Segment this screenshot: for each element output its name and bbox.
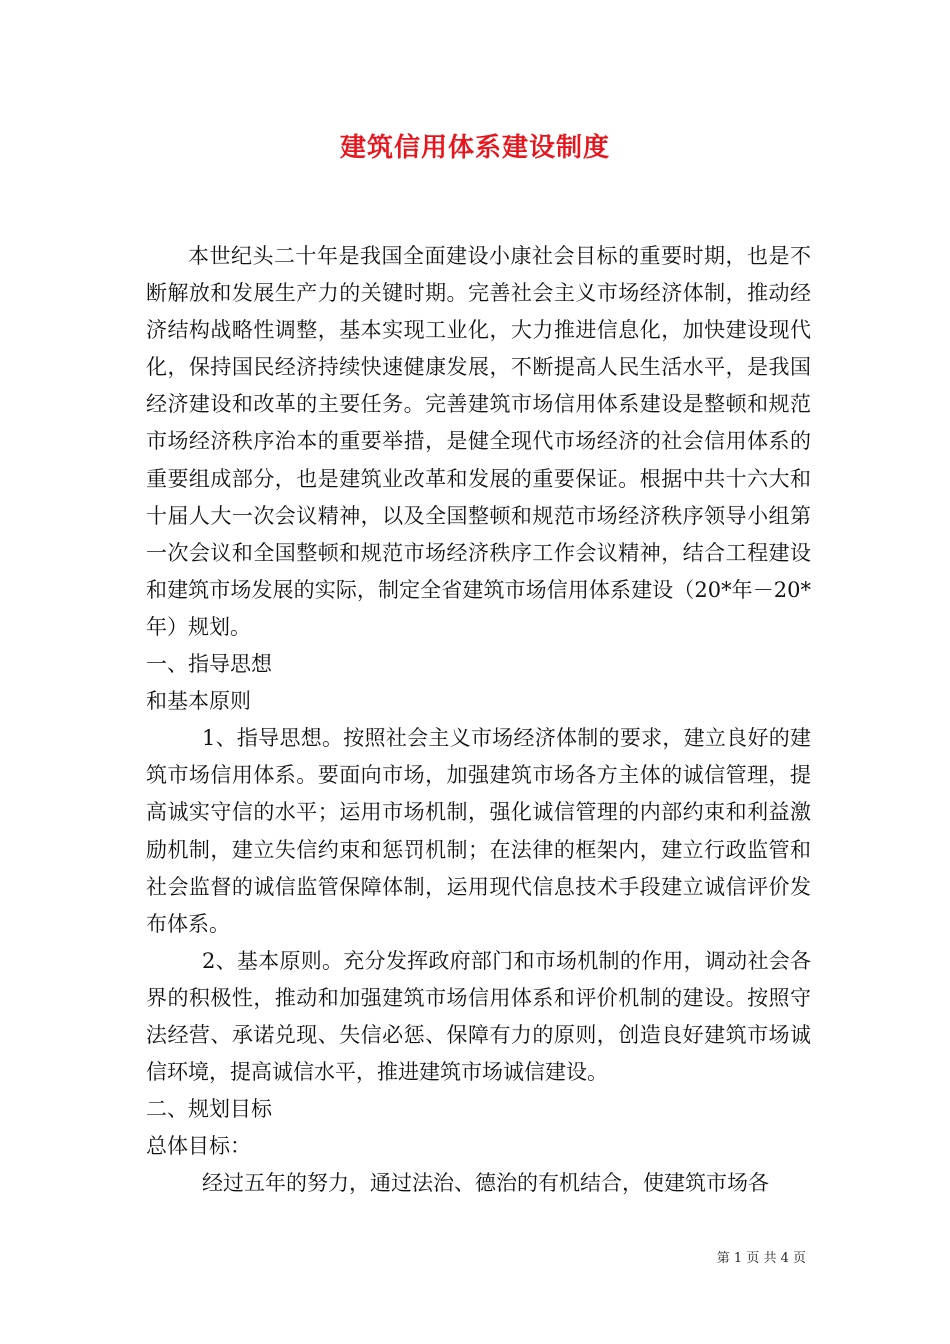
- paragraph-guiding-thought: 1、指导思想。按照社会主义市场经济体制的要求，建立良好的建筑市场信用体系。要面向市场，加强建筑市场各方主体的诚信管理，提高诚实守信的水平；运用市场机制，强化诚信管理的内部约束和利益激励机制，建立失信约束和惩罚机制；在法律的框架内，建立行政监管和社会监督的诚信监管保障体制，运用现代信息技术手段建立诚信评价发布体系。: [146, 726, 811, 936]
- paragraph-overall-goal: 经过五年的努力，通过法治、德治的有机结合，使建筑市场各: [202, 1171, 769, 1196]
- document-title: 建筑信用体系建设制度: [339, 133, 610, 163]
- section-heading-principles: 和基本原则: [146, 689, 251, 714]
- page-number: 第 1 页 共 4 页: [716, 1251, 806, 1266]
- paragraph-intro: 本世纪头二十年是我国全面建设小康社会目标的重要时期，也是不断解放和发展生产力的关键时期。完善社会主义市场经济体制，推动经济结构战略性调整，基本实现工业化，大力推进信息化，加快建设现代化，保持国民经济持续快速健康发展，不断提高人民生活水平，是我国经济建设和改革的主要任务。完善建筑市场信用体系建设是整顿和规范市场经济秩序治本的重要举措，是健全现代市场经济的社会信用体系的重要组成部分，也是建筑业改革和发展的重要保证。根据中共十六大和十届人大一次会议精神，以及全国整顿和规范市场经济秩序领导小组第一次会议和全国整顿和规范市场经济秩序工作会议精神，结合工程建设和建筑市场发展的实际，制定全省建筑市场信用体系建设（20*年－20*年）规划。: [146, 244, 811, 639]
- document-body: [146, 238, 811, 1202]
- paragraph-basic-principles: 2、基本原则。充分发挥政府部门和市场机制的作用，调动社会各界的积极性，推动和加强建筑市场信用体系和评价机制的建设。按照守法经营、承诺兑现、失信必惩、保障有力的原则，创造良好建筑市场诚信环境，提高诚信水平，推进建筑市场诚信建设。: [146, 948, 811, 1085]
- section-heading-guiding: 一、指导思想: [146, 652, 272, 677]
- section-heading-goals: 二、规划目标: [146, 1097, 272, 1122]
- subheading-overall-goal: 总体目标：: [146, 1134, 251, 1159]
